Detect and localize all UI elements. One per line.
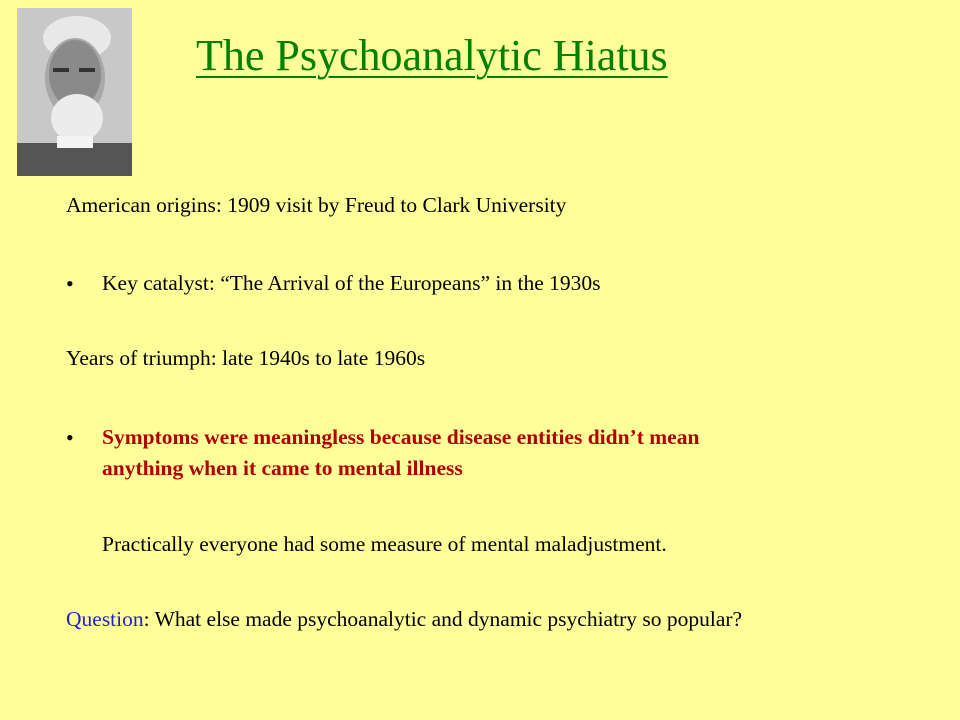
bullet-catalyst: • [66,271,74,296]
question-label: Question [66,607,144,631]
triumph-text: Years of triumph: late 1940s to late 1960s [66,346,426,370]
slide-title: The Psychoanalytic Hiatus [196,31,668,80]
freud-portrait-icon [17,8,132,176]
practically-text: Practically everyone had some measure of mental maladjustment. [102,532,667,556]
question-text: : What else made psychoanalytic and dynamic psychiatry so popular? [143,607,743,631]
question-line [66,606,742,634]
bullet-symptoms: • [66,425,74,450]
origins-text: American origins: 1909 visit by Freud to Clark University [66,193,567,217]
symptoms-text-line-1: Symptoms were meaningless because disease entities didn’t mean [102,425,700,449]
symptoms-text-line-2: anything when it came to mental illness [102,456,463,480]
catalyst-text: Key catalyst: “The Arrival of the Europeans” in the 1930s [102,271,601,295]
